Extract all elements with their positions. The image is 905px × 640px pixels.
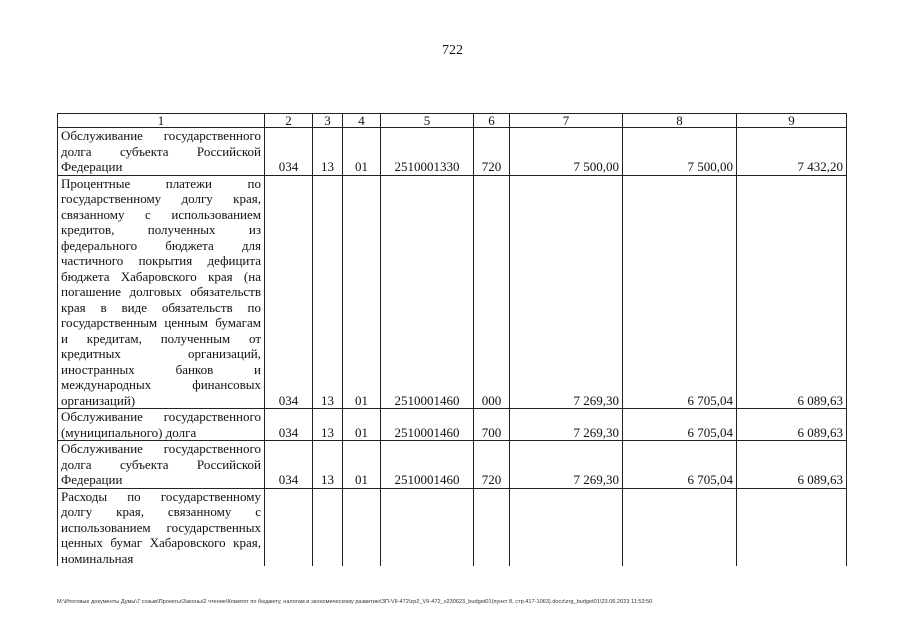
amount-cell: 7 432,20 (737, 128, 847, 176)
amount-cell: 6 705,04 (623, 441, 737, 489)
subsection-cell: 01 (343, 409, 381, 441)
target-article-cell: 2510001460 (381, 175, 474, 409)
expense-type-cell (474, 488, 510, 566)
amount-cell: 7 269,30 (510, 441, 623, 489)
expense-type-cell: 000 (474, 175, 510, 409)
header-cell: 2 (265, 114, 313, 128)
target-article-cell: 2510001460 (381, 441, 474, 489)
table-row (58, 488, 847, 566)
amount-cell: 6 089,63 (737, 441, 847, 489)
section-cell (313, 488, 343, 566)
amount-cell: 7 269,30 (510, 175, 623, 409)
footer-file-path: M:\Итоговые документы Думы\7 созыв\Проекты\Законы\2 чтение\Комитет по бюджету, налогам и экономическому развитию\ЗП-VII-472\zp2_VII-472_v230623_budget01(пункт 8, стр.417-1063).docx\zrg_budget01\23.06.2023 11:53:50 (57, 599, 653, 605)
row-name-cell: Обслуживание государственного долга субъекта Российской Федерации (58, 128, 265, 176)
budget-table (57, 113, 847, 566)
subsection-cell: 01 (343, 175, 381, 409)
header-cell: 1 (58, 114, 265, 128)
table-row (58, 128, 847, 176)
amount-cell (737, 488, 847, 566)
admin-code-cell: 034 (265, 175, 313, 409)
amount-cell (510, 488, 623, 566)
expense-type-cell: 700 (474, 409, 510, 441)
target-article-cell (381, 488, 474, 566)
admin-code-cell: 034 (265, 128, 313, 176)
amount-cell: 7 269,30 (510, 409, 623, 441)
admin-code-cell: 034 (265, 409, 313, 441)
amount-cell: 6 089,63 (737, 175, 847, 409)
row-name-cell: Обслуживание государственного долга субъекта Российской Федерации (58, 441, 265, 489)
subsection-cell: 01 (343, 441, 381, 489)
row-name-cell: Обслуживание государственного (муниципального) долга (58, 409, 265, 441)
section-cell: 13 (313, 441, 343, 489)
expense-type-cell: 720 (474, 441, 510, 489)
header-cell: 7 (510, 114, 623, 128)
table-row (58, 175, 847, 409)
header-cell: 3 (313, 114, 343, 128)
header-cell: 9 (737, 114, 847, 128)
admin-code-cell: 034 (265, 441, 313, 489)
target-article-cell: 2510001460 (381, 409, 474, 441)
amount-cell: 6 705,04 (623, 175, 737, 409)
header-cell: 6 (474, 114, 510, 128)
target-article-cell: 2510001330 (381, 128, 474, 176)
table-row (58, 441, 847, 489)
section-cell: 13 (313, 175, 343, 409)
amount-cell (623, 488, 737, 566)
subsection-cell: 01 (343, 128, 381, 176)
header-cell: 5 (381, 114, 474, 128)
header-cell: 8 (623, 114, 737, 128)
section-cell: 13 (313, 409, 343, 441)
row-name-cell: Процентные платежи по государственному долгу края, связанному с использованием кредитов, полученных из федерального бюджета для частичного покрытия дефицита бюджета Хабаровского края (на погашение долговых обязательств края в виде обязательств по государственным ценным бумагам и кредитам, полученным от кредитных организаций, иностранных банков и международных финансовых организаций) (58, 175, 265, 409)
row-name-cell: Расходы по государственному долгу края, связанному с использованием государственных ценных бумаг Хабаровского края, номинальная (58, 488, 265, 566)
table-row (58, 409, 847, 441)
subsection-cell (343, 488, 381, 566)
expense-type-cell: 720 (474, 128, 510, 176)
admin-code-cell (265, 488, 313, 566)
header-cell: 4 (343, 114, 381, 128)
amount-cell: 6 089,63 (737, 409, 847, 441)
amount-cell: 6 705,04 (623, 409, 737, 441)
amount-cell: 7 500,00 (623, 128, 737, 176)
amount-cell: 7 500,00 (510, 128, 623, 176)
table-header-row (58, 114, 847, 128)
page-number: 722 (442, 43, 463, 58)
section-cell: 13 (313, 128, 343, 176)
